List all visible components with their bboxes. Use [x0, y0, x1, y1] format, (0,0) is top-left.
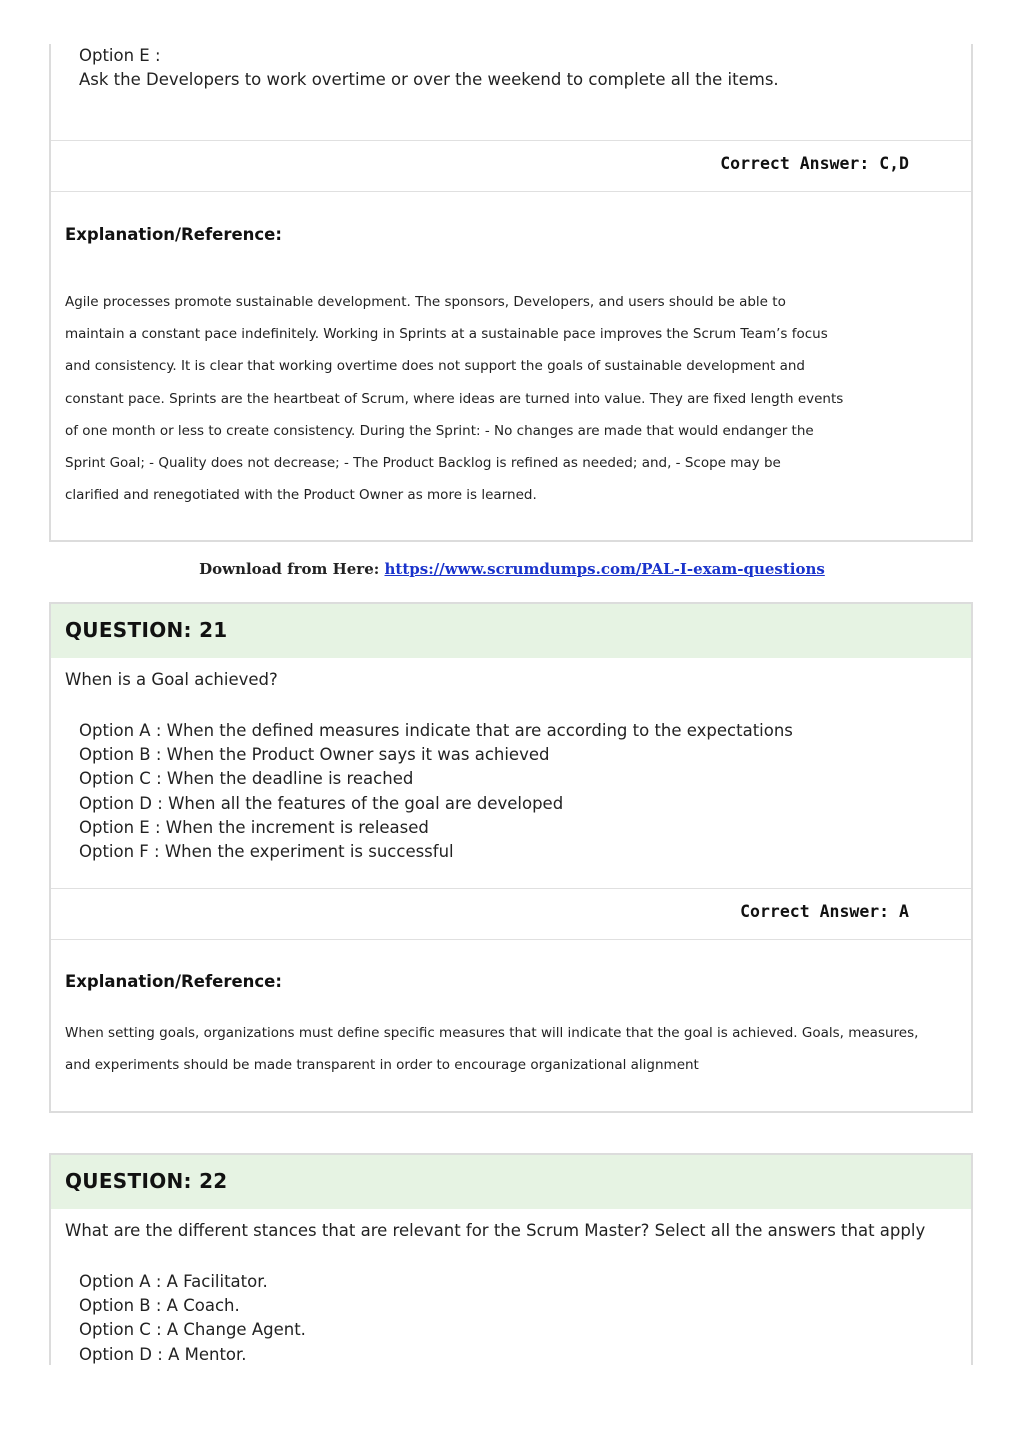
option-c: Option C : A Change Agent. [79, 1320, 306, 1340]
question-header: QUESTION: 21 [51, 604, 971, 658]
divider [51, 140, 971, 141]
option-c: Option C : When the deadline is reached [79, 769, 414, 789]
explanation-line: maintain a constant pace indefinitely. Working in Sprints at a sustainable pace improves the Scrum Team’s focus [65, 326, 828, 343]
question-22-card [49, 1153, 973, 1365]
explanation-line: constant pace. Sprints are the heartbeat of Scrum, where ideas are turned into value. They are fixed length events [65, 390, 844, 407]
question-text: What are the different stances that are relevant for the Scrum Master? Select all the answers that apply [65, 1221, 926, 1240]
download-banner [0, 560, 1024, 578]
option-e-label: Option E : [79, 46, 161, 65]
explanation-line: and experiments should be made transparent in order to encourage organizational alignment [65, 1057, 699, 1074]
option-list [51, 719, 793, 864]
question-20-card [49, 44, 973, 542]
explanation-line: Agile processes promote sustainable development. The sponsors, Developers, and users should be able to [65, 294, 786, 310]
option-f: Option F : When the experiment is successful [79, 842, 454, 862]
option-d: Option D : A Mentor. [79, 1344, 247, 1364]
option-b: Option B : When the Product Owner says it was achieved [79, 745, 550, 765]
explanation-line: of one month or less to create consistency. During the Sprint: - No changes are made that would endanger the [65, 422, 814, 439]
explanation-line: and consistency. It is clear that working overtime does not support the goals of sustainable development and [65, 358, 805, 375]
question-text: When is a Goal achieved? [65, 670, 278, 689]
question-21-card [49, 602, 973, 1113]
explanation-title: Explanation/Reference: [65, 972, 282, 991]
explanation-line: When setting goals, organizations must define specific measures that will indicate that the goal is achieved. Goals, measures, [65, 1025, 919, 1041]
correct-answer: Correct Answer: C,D [720, 154, 909, 173]
option-list [51, 1270, 306, 1367]
explanation-body [51, 1017, 938, 1081]
divider [51, 191, 971, 192]
explanation-line: Sprint Goal; - Quality does not decrease; - The Product Backlog is refined as needed; and, - Scope may be [65, 455, 781, 472]
option-d: Option D : When all the features of the goal are developed [79, 793, 564, 813]
download-link[interactable]: https://www.scrumdumps.com/PAL-I-exam-questions [384, 560, 825, 578]
question-header: QUESTION: 22 [51, 1155, 971, 1209]
option-a: Option A : A Facilitator. [79, 1272, 268, 1291]
option-list [79, 44, 779, 92]
correct-answer: Correct Answer: A [740, 902, 909, 921]
option-b: Option B : A Coach. [79, 1296, 240, 1316]
option-a: Option A : When the defined measures indicate that are according to the expectations [79, 721, 793, 740]
divider [51, 888, 971, 889]
explanation-body [51, 286, 863, 511]
explanation-line: clarified and renegotiated with the Product Owner as more is learned. [65, 487, 537, 504]
explanation-title: Explanation/Reference: [65, 225, 282, 244]
option-e-text: Ask the Developers to work overtime or over the weekend to complete all the items. [79, 70, 779, 89]
download-label: Download from Here: [199, 560, 385, 578]
option-e: Option E : When the increment is released [79, 817, 429, 837]
divider [51, 939, 971, 940]
